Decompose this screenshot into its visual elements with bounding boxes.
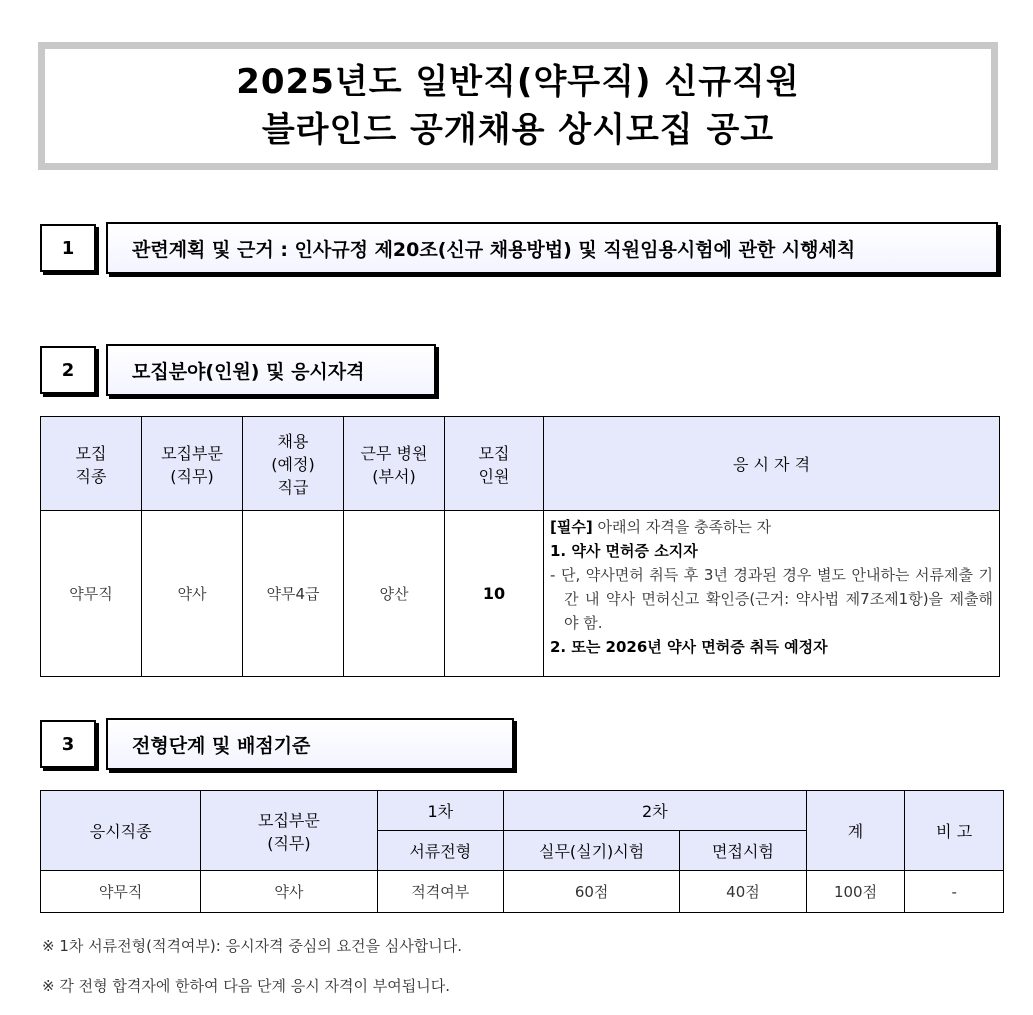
note-2: ※ 각 전형 합격자에 한하여 다음 단계 응시 자격이 부여됩니다. [42, 977, 451, 995]
score-cell-dept: 약사 [201, 871, 377, 913]
score-header-stage-2: 2차 [503, 791, 806, 831]
qualification-item-1: 1. 약사 면허증 소지자 [550, 542, 698, 560]
score-cell-total: 100점 [806, 871, 905, 913]
section-1-heading: 관련계획 및 근거 : 인사규정 제20조(신규 채용방법) 및 직원임용시험에 관한 시행세칙 [106, 222, 998, 274]
page-title-line-2: 블라인드 공개채용 상시모집 공고 [261, 110, 775, 150]
qualification-required-tag: [필수] [550, 518, 593, 536]
qualification-required-text: 아래의 자격을 충족하는 자 [592, 518, 772, 536]
score-table [40, 790, 1004, 913]
recruit-cell-qualification [544, 511, 1000, 677]
score-cell-doc: 적격여부 [377, 871, 503, 913]
recruit-header-grade: 채용 (예정) 직급 [243, 417, 344, 511]
score-cell-remark: - [905, 871, 1004, 913]
qualification-item-2: 2. 또는 2026년 약사 면허증 취득 예정자 [550, 638, 828, 656]
section-3-number: 3 [40, 720, 96, 768]
score-header-job-type: 응시직종 [41, 791, 201, 871]
title-box [38, 42, 998, 170]
qualification-required-line [550, 518, 771, 536]
score-header-practical: 실무(실기)시험 [503, 831, 679, 871]
section-1-number: 1 [40, 224, 96, 272]
section-3-heading: 전형단계 및 배점기준 [106, 718, 514, 770]
score-header-interview: 면접시험 [680, 831, 806, 871]
recruit-header-count: 모집 인원 [445, 417, 544, 511]
section-2-number: 2 [40, 346, 96, 394]
score-header-total: 계 [806, 791, 905, 871]
score-cell-practical: 60점 [503, 871, 679, 913]
recruit-cell-job-type: 약무직 [41, 511, 142, 677]
recruit-header-job-type: 모집 직종 [41, 417, 142, 511]
recruit-cell-grade: 약무4급 [243, 511, 344, 677]
score-cell-interview: 40점 [680, 871, 806, 913]
recruit-table [40, 416, 1000, 677]
recruit-cell-dept: 약사 [142, 511, 243, 677]
score-header-dept: 모집부문 (직무) [201, 791, 377, 871]
score-header-stage-1: 1차 [377, 791, 503, 831]
score-cell-job-type: 약무직 [41, 871, 201, 913]
recruit-cell-hospital: 양산 [344, 511, 445, 677]
qualification-item-1-note: - 단, 약사면허 취득 후 3년 경과된 경우 별도 안내하는 서류제출 기간 내 약사 면허신고 확인증(근거: 약사법 제7조제1항)을 제출해야 함. [550, 566, 993, 632]
page-title-line-1: 2025년도 일반직(약무직) 신규직원 [236, 62, 800, 102]
recruit-header-qualification: 응 시 자 격 [544, 417, 1000, 511]
note-1: ※ 1차 서류전형(적격여부): 응시자격 중심의 요건을 심사합니다. [42, 937, 463, 955]
recruit-header-dept: 모집부문 (직무) [142, 417, 243, 511]
recruit-cell-count: 10 [445, 511, 544, 677]
score-header-remark: 비 고 [905, 791, 1004, 871]
section-2-heading: 모집분야(인원) 및 응시자격 [106, 344, 436, 396]
recruit-header-hospital: 근무 병원 (부서) [344, 417, 445, 511]
score-header-doc: 서류전형 [377, 831, 503, 871]
